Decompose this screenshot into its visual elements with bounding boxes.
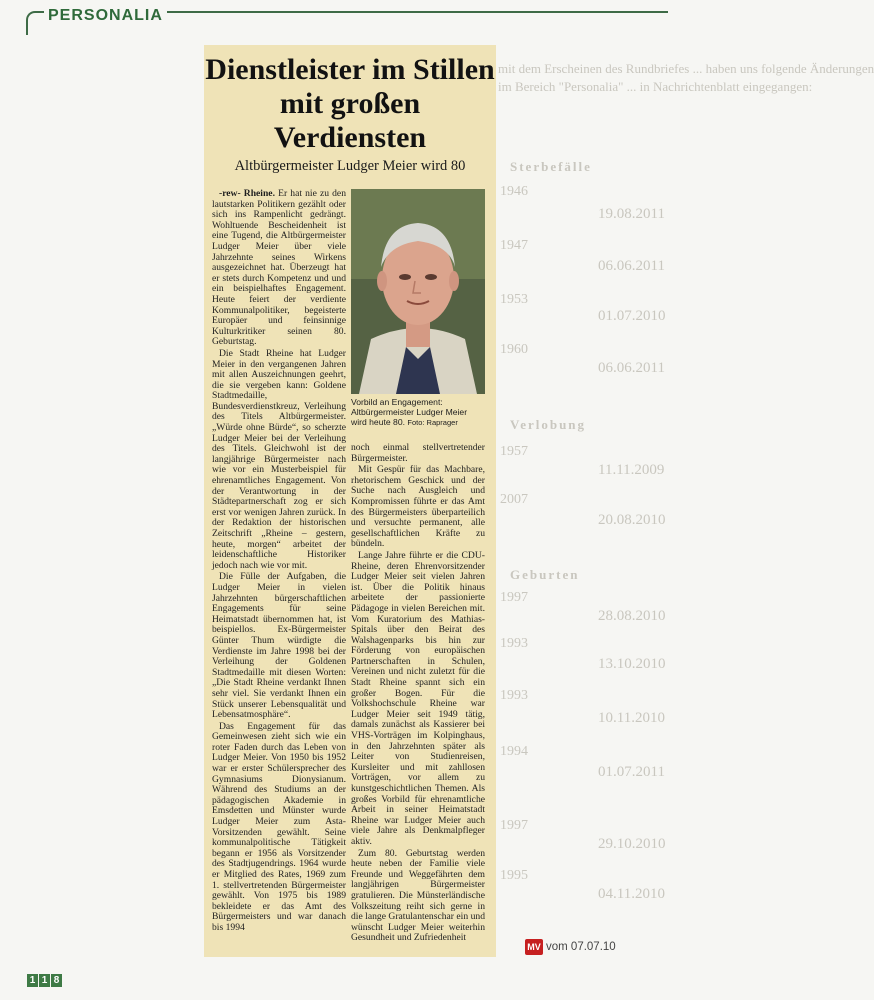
article-byline: -rew- Rheine. xyxy=(219,188,275,199)
source-date: vom 07.07.10 xyxy=(546,941,616,953)
photo-credit: Foto: Raprager xyxy=(407,418,458,427)
article-headline: Dienstleister im Stillen mit großen Verdiensten xyxy=(205,53,495,154)
background-year: 1953 xyxy=(500,292,528,307)
background-year: 1994 xyxy=(500,744,528,759)
article-paragraph: Die Stadt Rheine hat Ludger Meier in den vergangenen Jahren mit allen Auszeichnungen geehrt, die sie vergeben kann: Goldene Stadtmedaille, Bundesverdienstkreuz, Verleihung des Titels Altbürgermeister. „Würde ohne Bürde“, so scherzte Ludger Meier bei der Verleihung des Titels. Gleichwohl ist der langjährige Bürgermeister nach wie vor ein Musterbeispiel für ehrenamtliches Engagement. Von der Verantwortung in der Städtepartnerschaft zog er sich erst vor wenigen Jahren zurück. In der Redaktion der historischen Zeitschrift „Rheine – gestern, heute, morgen“ arbeitet der leidenschaftliche Historiker jedoch nach wie vor mit. xyxy=(212,347,346,571)
background-line: im Bereich "Personalia" ... in Nachrichtenblatt eingegangen: xyxy=(498,79,813,94)
background-date: 20.08.2010 xyxy=(598,512,666,528)
background-date: 01.07.2011 xyxy=(598,764,665,780)
article-paragraph: Zum 80. Geburtstag werden heute neben der Familie viele Freunde und Weggefährten dem langjährigen Bürgermeister gratulieren. Die Münsterländische Volkszeitung reiht sich gerne in die lange Gratulantenschar ein und wünscht Ludger Meier weiterhin Gesundheit und Zufriedenheit xyxy=(351,847,485,944)
background-date: 19.08.2011 xyxy=(598,206,665,222)
page-digit: 1 xyxy=(39,974,50,987)
mv-logo: MV xyxy=(525,939,543,955)
article-paragraph: Er hat nie zu den lautstarken Politikern gezählt oder sich ins Rampenlicht gedrängt. Wohltuende Bescheidenheit ist eine Tugend, die Altbürgermeister Ludger Meier über viele Jahrzehnte seines Wirkens ausgezeichnet hat. Überzeugt hat er stets durch Kompetenz und und ein beispielhaftes Engagement. Heute feiert der verdiente Kommunalpolitiker, begeisterte Europäer und feinsinnige Kulturkritiker seinen 80. Geburtstag. xyxy=(212,188,346,348)
article-paragraph: Die Fülle der Aufgaben, die Ludger Meier in vielen Jahrzehnten bürgerschaftlichen Engagements für seine Heimatstadt übernommen hat, ist beispiellos. Ex-Bürgermeister Günter Thum würdigte die Verdienste im Jahre 1998 bei der Verleihung der Goldenen Stadtmedaille mit diesen Worten: „Die Stadt Rheine verdankt Ihnen sehr viel. Sie verdankt Ihnen ein Stück unserer Lebensqualität und Lebensatmosphäre“. xyxy=(212,571,346,721)
background-year: 1997 xyxy=(500,590,528,605)
background-date: 28.08.2010 xyxy=(598,608,666,624)
source-stamp xyxy=(525,939,616,955)
newspaper-clipping xyxy=(204,45,496,957)
article-paragraph: Mit Gespür für das Machbare, rhetorischem Geschick und der Suche nach Ausgleich und Kompromissen führte er das Amt des Bürgermeisters überparteilich und versuchte permanent, alle gesellschaftlichen Kräfte zu bündeln. xyxy=(351,464,485,550)
article-column-right xyxy=(351,443,485,953)
background-heading: Sterbefälle xyxy=(510,159,592,174)
article-paragraph: Das Engagement für das Gemeinwesen zieht sich wie ein roter Faden durch das Leben von Ludger Meier. Von 1950 bis 1952 war er erster Schülersprecher des Gymnasiums Dionysianum. Während des Studiums an der pädagogischen Akademie in Emsdetten und Münster wurde Ludger Meier zum Asta-Vorsitzenden gewählt. Seine kommunalpolitische Tätigkeit begann er 1956 als Vorsitzender des Stadtjugendrings. 1964 wurde er Mitglied des Rates, 1969 zum 1. stellvertretenden Bürgermeister gewählt. Von 1975 bis 1989 bekleidete er das Amt des Bürgermeisters und war danach bis 1994 xyxy=(212,720,346,933)
background-year: 2007 xyxy=(500,492,528,507)
portrait-photo xyxy=(351,189,485,394)
background-year: 1946 xyxy=(500,184,528,199)
article-paragraph: noch einmal stellvertretender Bürgermeister. xyxy=(351,442,485,464)
article-column-left xyxy=(212,189,346,953)
background-year: 1995 xyxy=(500,868,528,883)
background-date: 01.07.2010 xyxy=(598,308,666,324)
background-year: 1997 xyxy=(500,818,528,833)
background-year: 1993 xyxy=(500,636,528,651)
background-heading: Verlobung xyxy=(510,417,587,432)
background-date: 04.11.2010 xyxy=(598,886,665,902)
photo-caption xyxy=(351,397,485,428)
article-paragraph: Lange Jahre führte er die CDU-Rheine, deren Ehrenvorsitzender Ludger Meier seit vielen Jahren ist. Über die Politik hinaus arbeitete der passionierte Pädagoge in vielen Bereichen mit. Vom Kuratorium des Mathias-Spitals über den Beirat des Walshagenparks bis hin zur Förderung von europäischen Partnerschaften in Schulen, Vereinen und nicht zuletzt für die Stadt Rheine spannt sich ein großer Bogen. Für die Volkshochschule Rheine war Ludger Meier seit 1949 tätig, damals zunächst als Kassierer bei VHS-Vorträgen im Kolpinghaus, in den Jahrzehnten später als Leiter von Studienreisen, Kursleiter und mit zahllosen Vorträgen, vor allem zu kunstgeschichtlichen Themen. Als großes Vorbild für ehrenamtliche Arbeit in seiner Heimatstadt Rheine war Ludger Meier auch viele Jahre als Denkmalpfleger aktiv. xyxy=(351,549,485,847)
background-year: 1957 xyxy=(500,444,528,459)
background-date: 29.10.2010 xyxy=(598,836,666,852)
background-heading: Geburten xyxy=(510,567,580,582)
background-year: 1960 xyxy=(500,342,528,357)
background-date: 06.06.2011 xyxy=(598,258,665,274)
background-date: 13.10.2010 xyxy=(598,656,666,672)
article-subheadline: Altbürgermeister Ludger Meier wird 80 xyxy=(234,158,466,174)
background-date: 11.11.2009 xyxy=(598,462,665,478)
background-year: 1947 xyxy=(500,238,528,253)
section-label: PERSONALIA xyxy=(44,7,167,25)
caption-text: Vorbild an Engagement: Altbürgermeister Ludger Meier wird heute 80. xyxy=(351,397,468,427)
background-date: 10.11.2010 xyxy=(598,710,665,726)
page-digit: 8 xyxy=(51,974,62,987)
background-date: 06.06.2011 xyxy=(598,360,665,376)
background-year: 1993 xyxy=(500,688,528,703)
page-digit: 1 xyxy=(27,974,38,987)
background-line: mit dem Erscheinen des Rundbriefes ... haben uns folgende Änderungen xyxy=(498,61,874,76)
portrait-illustration xyxy=(351,189,485,394)
page-number xyxy=(27,974,62,987)
